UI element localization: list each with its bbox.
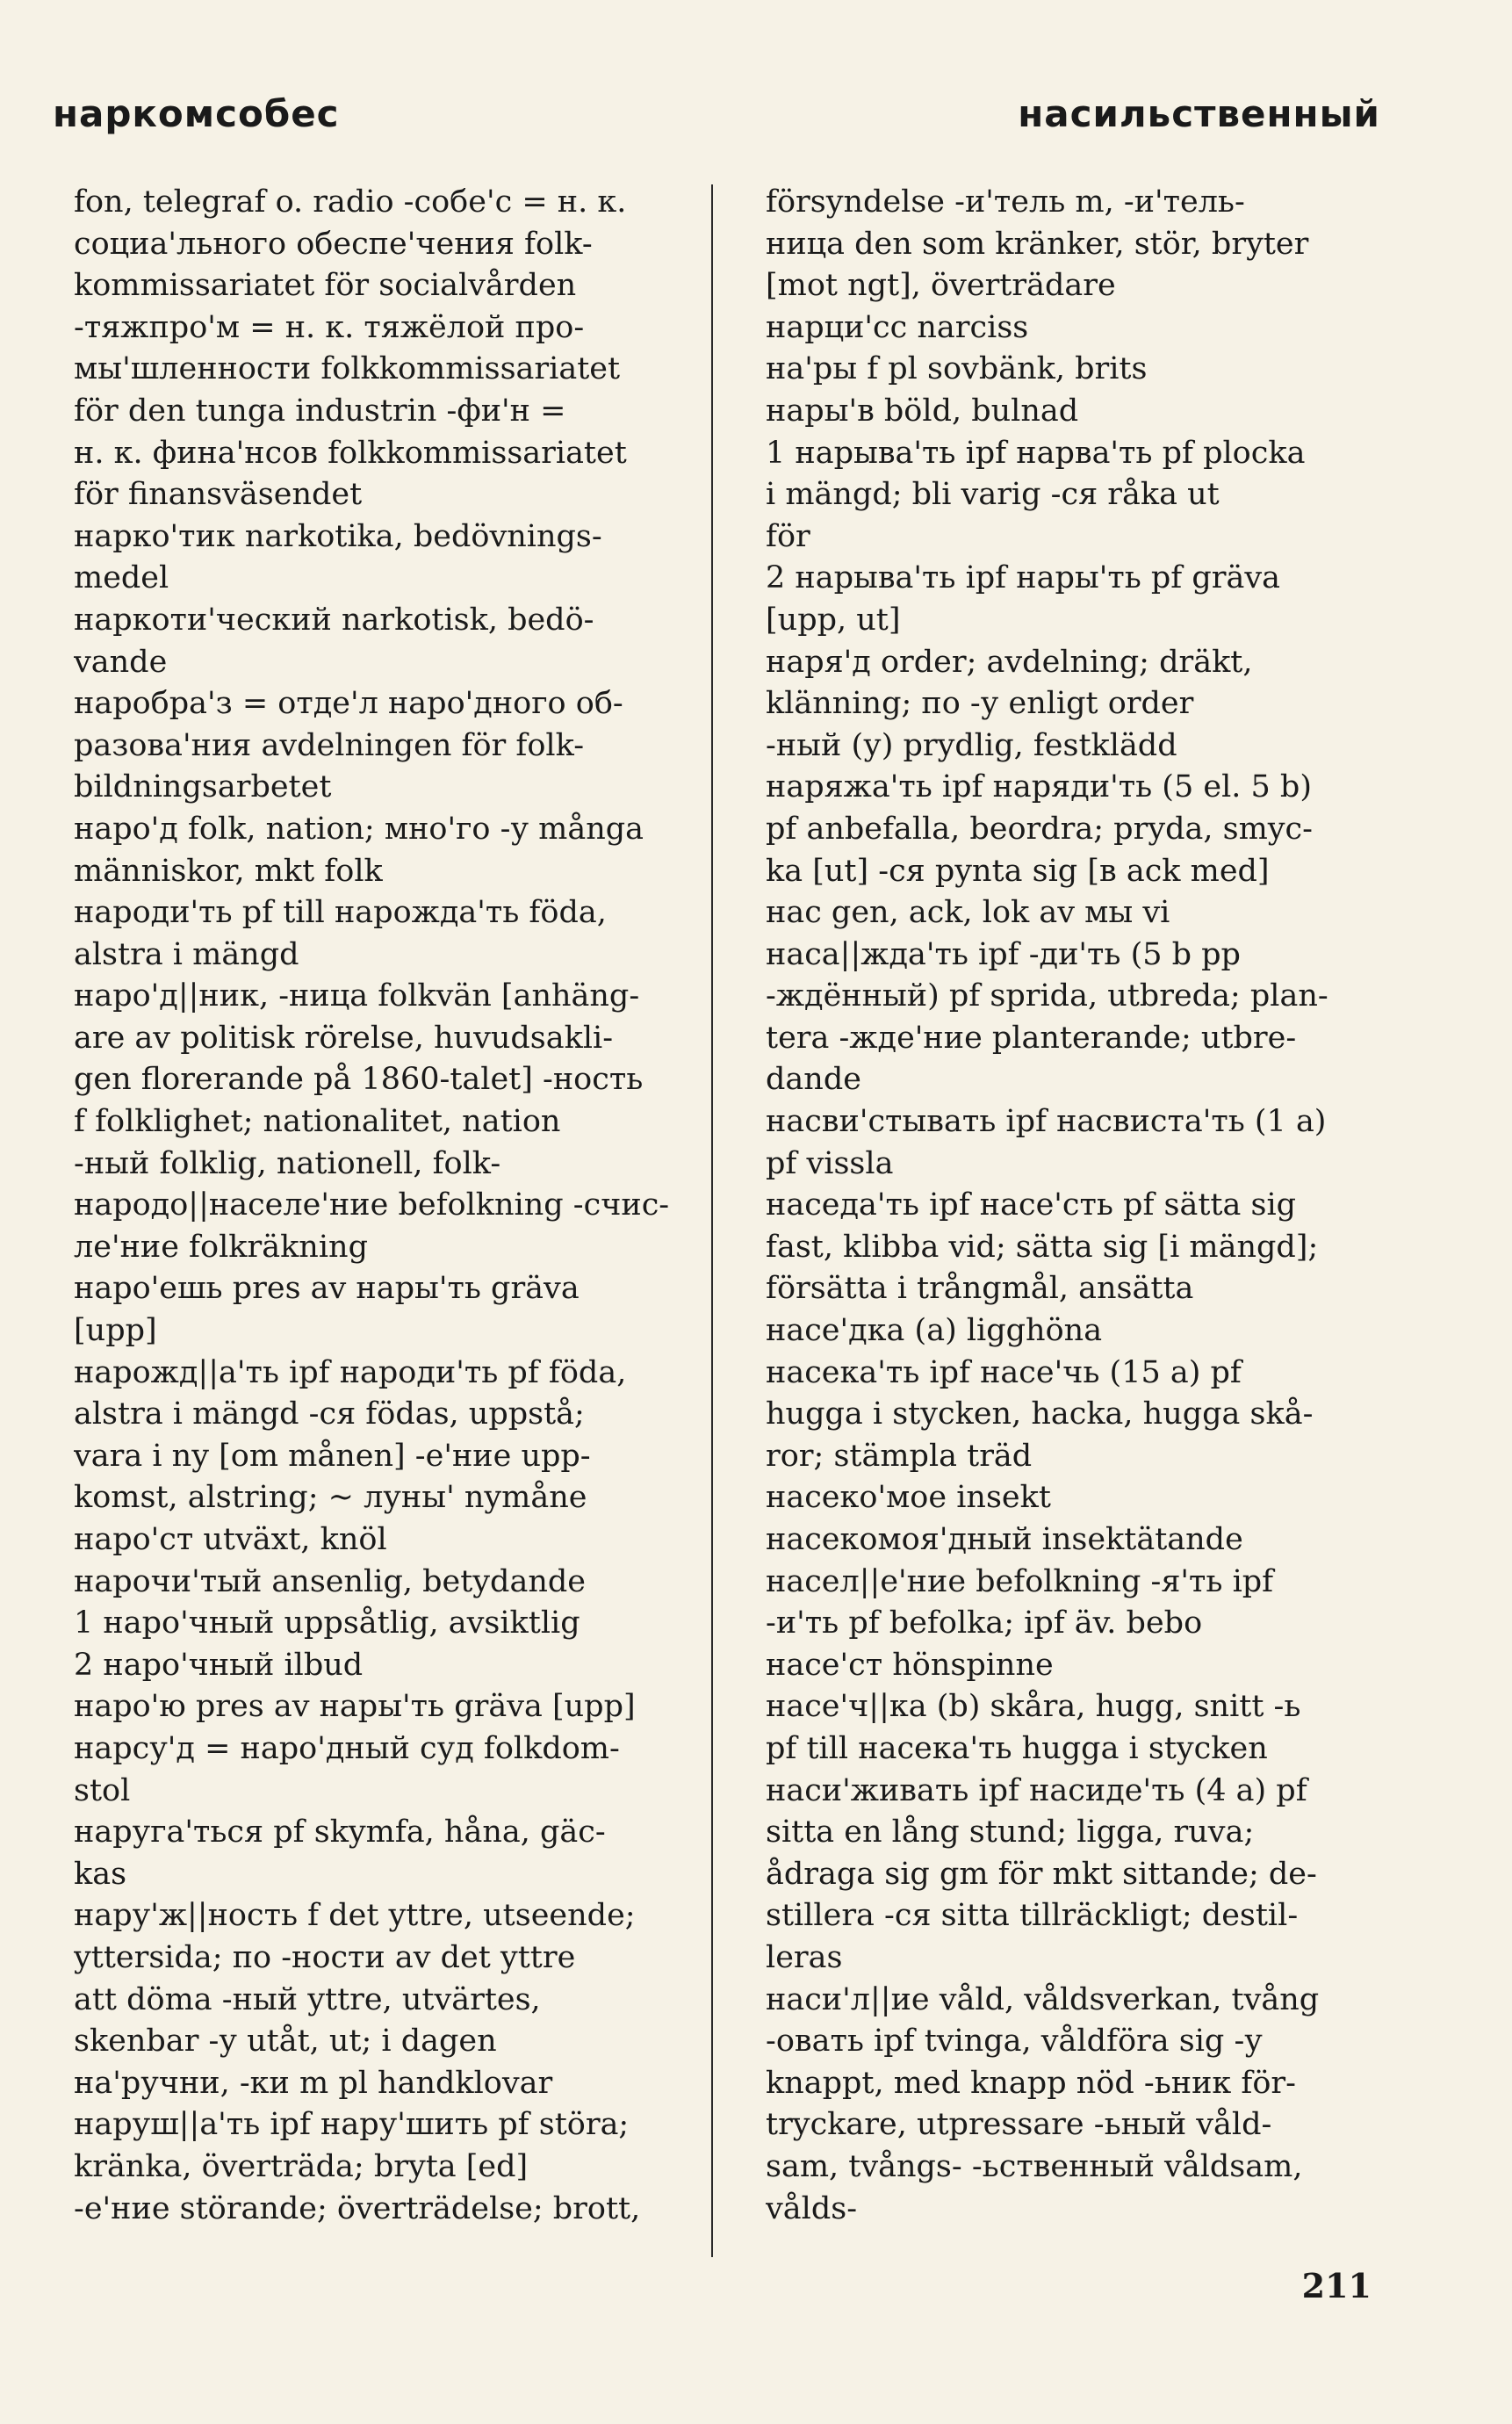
entry-line: н. к. фина'нсов folkkommissariatet xyxy=(74,435,627,471)
entry-line: försätta i trångmål, ansätta xyxy=(766,1271,1194,1307)
entry-line: ka [ut] -ся pynta sig [в ack med] xyxy=(766,853,1270,889)
entry-line: alstra i mängd xyxy=(74,936,299,972)
entry-line: наробра'з = отде'л наро'дного об- xyxy=(74,686,623,722)
entry-line: skenbar -у utåt, ut; i dagen xyxy=(74,2024,497,2060)
entry-line: kränka, överträda; bryta [ed] xyxy=(74,2148,529,2184)
entry-line: ror; stämpla träd xyxy=(766,1438,1033,1474)
entry-line: -овать ipf tvinga, våldföra sig -у xyxy=(766,2024,1263,2060)
entry-line: насе'ч||ка (b) skåra, hugg, snitt -ь xyxy=(766,1689,1301,1725)
entry-line: нарсу'д = наро'дный суд folkdom- xyxy=(74,1730,620,1766)
entry-line: stol xyxy=(74,1772,131,1808)
entry-line: на'ры f pl sovbänk, brits xyxy=(766,351,1148,387)
entry-line: мы'шленности folkkommissariatet xyxy=(74,351,621,387)
entry-line: sitta en lång stund; ligga, ruva; xyxy=(766,1814,1255,1850)
entry-line: försyndelse -и'тель m, -и'тель- xyxy=(766,184,1245,220)
entry-line: 1 нарыва'ть ipf нарва'ть pf plocka xyxy=(766,435,1306,471)
entry-line: разова'ния avdelningen för folk- xyxy=(74,727,585,763)
entry-line: knappt, med knapp nöd -ьник för- xyxy=(766,2065,1296,2101)
entry-line: насел||е'ние befolkning -я'ть ipf xyxy=(766,1563,1274,1599)
entry-line: hugga i stycken, hacka, hugga skå- xyxy=(766,1396,1314,1432)
entry-line: наркоти'ческий narkotisk, bedö- xyxy=(74,602,594,638)
entry-line: vara i ny [om månen] -е'ние upp- xyxy=(74,1438,591,1474)
entry-line: нару'ж||ность f det yttre, utseende; xyxy=(74,1898,636,1934)
entry-line: наро'ю pres av нары'ть gräva [upp] xyxy=(74,1689,636,1725)
entry-line: pf vissla xyxy=(766,1145,894,1181)
entry-line: наруга'ться pf skymfa, håna, gäc- xyxy=(74,1814,606,1850)
entry-line: насека'ть ipf насе'чь (15 a) pf xyxy=(766,1354,1242,1390)
entry-line: i mängd; bli varig -ся råka ut xyxy=(766,477,1220,513)
entry-line: yttersida; по -ности av det yttre xyxy=(74,1939,576,1975)
entry-line: pf anbefalla, beordra; pryda, smyc- xyxy=(766,811,1313,847)
entry-line: klänning; по -у enligt order xyxy=(766,686,1194,722)
entry-line: vålds- xyxy=(766,2190,858,2226)
entry-line: 2 нарыва'ть ipf нары'ть pf gräva xyxy=(766,560,1281,596)
entry-line: komst, alstring; ~ луны' nymåne xyxy=(74,1480,587,1516)
entry-line: att döma -ный yttre, utvärtes, xyxy=(74,1981,541,2017)
column-divider xyxy=(711,184,713,2257)
entry-line: medel xyxy=(74,560,169,596)
entry-line: нарожд||а'ть ipf народи'ть pf föda, xyxy=(74,1354,627,1390)
entry-line: för den tunga industrin -фи'н = xyxy=(74,393,566,429)
entry-line: kas xyxy=(74,1856,127,1892)
entry-line: alstra i mängd -ся födas, uppstå; xyxy=(74,1396,585,1432)
entry-line: наруш||а'ть ipf нару'шить pf störa; xyxy=(74,2107,630,2143)
entry-line: на'ручни, -ки m pl handklovar xyxy=(74,2065,553,2101)
entry-line: [upp, ut] xyxy=(766,602,901,638)
entry-line: народи'ть pf till нарожда'ть föda, xyxy=(74,895,607,931)
entry-line: насекомоя'дный insektätande xyxy=(766,1522,1243,1557)
entry-line: нары'в böld, bulnad xyxy=(766,393,1079,429)
entry-line: нарци'сс narciss xyxy=(766,309,1029,345)
entry-line: are av politisk rörelse, huvudsakli- xyxy=(74,1020,614,1056)
entry-line: 1 наро'чный uppsåtlig, avsiktlig xyxy=(74,1605,580,1641)
entry-line: наседа'ть ipf насе'сть pf sätta sig xyxy=(766,1187,1297,1223)
entry-line: нарочи'тый ansenlig, betydande xyxy=(74,1563,586,1599)
running-head-right: насильственный xyxy=(1018,92,1380,135)
entry-line: fast, klibba vid; sätta sig [i mängd]; xyxy=(766,1229,1319,1265)
entry-line: människor, mkt folk xyxy=(74,853,383,889)
entry-line: -ждённый) pf sprida, utbreda; plan- xyxy=(766,978,1328,1014)
entry-line: нарко'тик narkotika, bedövnings- xyxy=(74,518,602,554)
entry-line: наси'живать ipf насиде'ть (4 a) pf xyxy=(766,1772,1307,1808)
entry-line: [mot ngt], överträdare xyxy=(766,268,1116,304)
entry-line: наряжа'ть ipf наряди'ть (5 el. 5 b) xyxy=(766,769,1312,805)
entry-line: наро'д folk, nation; мно'го -у många xyxy=(74,811,644,847)
entry-line: kommissariatet för socialvården xyxy=(74,268,577,304)
page-number: 211 xyxy=(1301,2266,1372,2305)
entry-line: ница den som kränker, stör, bryter xyxy=(766,226,1309,262)
entry-line: насе'ст hönspinne xyxy=(766,1647,1054,1683)
entry-line: наси'л||ие våld, våldsverkan, tvång xyxy=(766,1981,1320,2017)
entry-line: -е'ние störande; överträdelse; brott, xyxy=(74,2190,641,2226)
entry-line: народо||населе'ние befolkning -счис- xyxy=(74,1187,670,1223)
entry-line: наса||жда'ть ipf -ди'ть (5 b pp xyxy=(766,936,1241,972)
right-column xyxy=(766,182,1380,2230)
entry-line: 2 наро'чный ilbud xyxy=(74,1647,364,1683)
entry-line: наря'д order; avdelning; dräkt, xyxy=(766,644,1253,680)
left-column xyxy=(74,182,694,2230)
entry-line: наро'ешь pres av нары'ть gräva xyxy=(74,1271,580,1307)
entry-line: наро'д||ник, -ница folkvän [anhäng- xyxy=(74,978,640,1014)
entry-line: -тяжпро'м = н. к. тяжёлой про- xyxy=(74,309,585,345)
entry-line: dande xyxy=(766,1062,861,1098)
entry-line: leras xyxy=(766,1939,843,1975)
entry-line: насви'стывать ipf насвиста'ть (1 a) xyxy=(766,1104,1327,1140)
entry-line: sam, tvångs- -ьственный våldsam, xyxy=(766,2148,1303,2184)
entry-line: f folklighet; nationalitet, nation xyxy=(74,1104,561,1140)
entry-line: för finansväsendet xyxy=(74,477,363,513)
entry-line: ådraga sig gm för mkt sittande; de- xyxy=(766,1856,1317,1892)
entry-line: социа'льного обеспе'чения folk- xyxy=(74,226,593,262)
entry-line: [upp] xyxy=(74,1313,157,1349)
entry-line: -ный (у) prydlig, festklädd xyxy=(766,727,1177,763)
entry-line: tryckare, utpressare -ьный våld- xyxy=(766,2107,1272,2143)
entry-line: ле'ние folkräkning xyxy=(74,1229,368,1265)
entry-line: нас gen, ack, lok av мы vi xyxy=(766,895,1170,931)
running-head-left: наркомсобес xyxy=(53,92,340,135)
entry-line: bildningsarbetet xyxy=(74,769,332,805)
entry-line: gen florerande på 1860-talet] -ность xyxy=(74,1062,644,1098)
entry-line: наро'ст utväxt, knöl xyxy=(74,1522,387,1557)
entry-line: -и'ть pf befolka; ipf äv. bebo xyxy=(766,1605,1203,1641)
entry-line: för xyxy=(766,518,810,554)
entry-line: pf till насека'ть hugga i stycken xyxy=(766,1730,1268,1766)
entry-line: vande xyxy=(74,644,168,680)
entry-line: stillera -ся sitta tillräckligt; destil- xyxy=(766,1898,1299,1934)
entry-line: fon, telegraf o. radio -собе'с = н. к. xyxy=(74,184,627,220)
entry-line: насе'дка (a) ligghöna xyxy=(766,1313,1103,1349)
entry-line: насеко'мое insekt xyxy=(766,1480,1051,1516)
entry-line: -ный folklig, nationell, folk- xyxy=(74,1145,501,1181)
entry-line: tera -жде'ние planterande; utbre- xyxy=(766,1020,1297,1056)
